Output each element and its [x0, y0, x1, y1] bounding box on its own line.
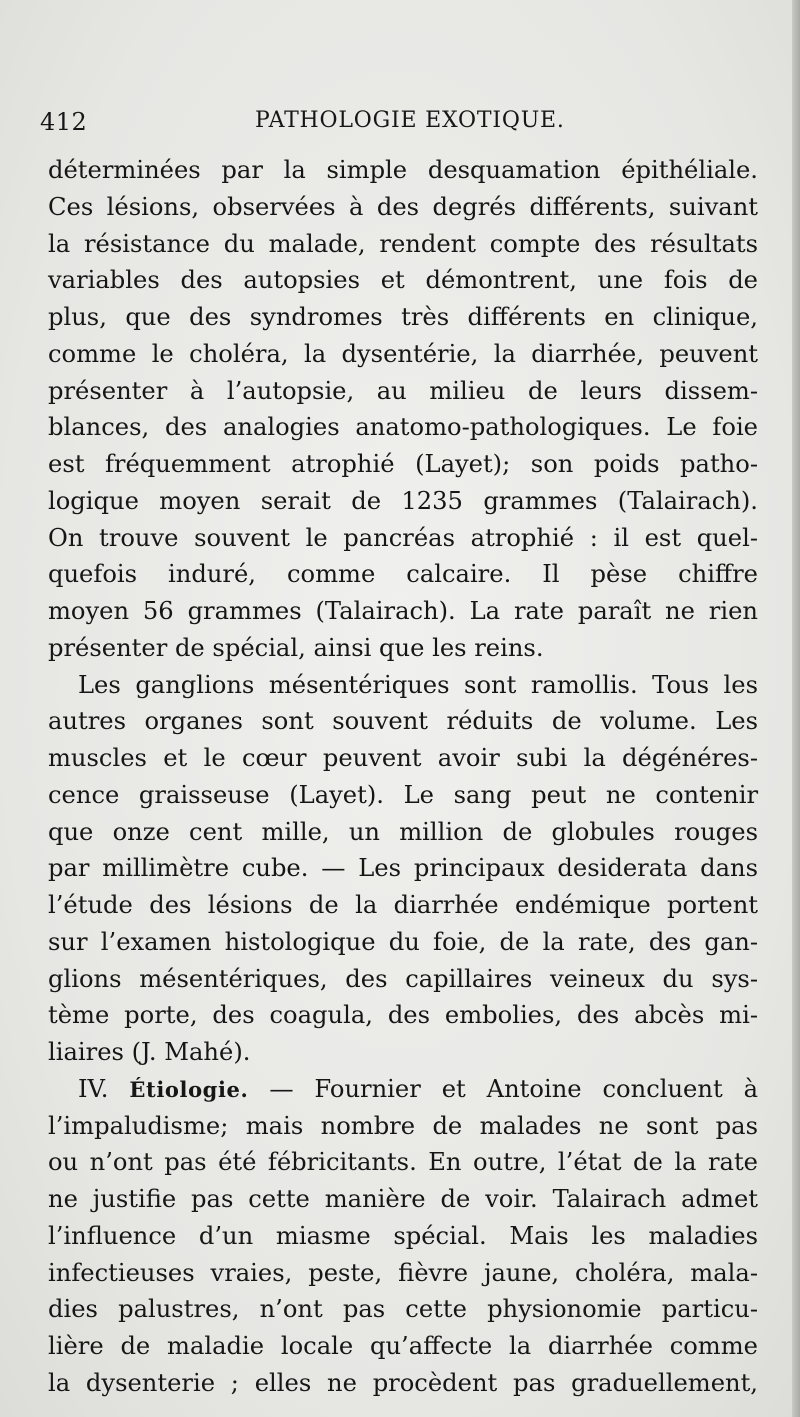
text-line: la résistance du malade, rendent compte des résultats	[48, 229, 758, 258]
text-line: logique moyen serait de 1235 grammes (Talairach).	[48, 486, 758, 515]
text-line: comme le choléra, la dysentérie, la diarrhée, peuvent	[48, 339, 758, 368]
text-line: dies palustres, n’ont pas cette physionomie particu-	[48, 1295, 758, 1324]
text-line: liaires (J. Mahé).	[48, 1038, 251, 1066]
text-line: déterminées par la simple desquamation épithéliale.	[48, 156, 758, 184]
text-line: l’étude des lésions de la diarrhée endémique portent	[48, 891, 758, 919]
page-edge-shadow	[792, 0, 800, 1417]
text-line: ou n’ont pas été fébricitants. En outre, l’état de la rate	[48, 1148, 758, 1177]
text-line: présenter à l’autopsie, au milieu de leurs dissem-	[48, 376, 758, 405]
text-line: présenter de spécial, ainsi que les reins.	[48, 633, 544, 662]
text-line: variables des autopsies et démontrent, une fois de	[48, 266, 758, 295]
section-text: — Fournier et Antoine concluent à	[248, 1074, 758, 1103]
text-line: lière de maladie locale qu’affecte la diarrhée comme	[48, 1332, 758, 1360]
text-line: cence graisseuse (Layet). Le sang peut ne contenir	[48, 780, 758, 809]
text-line: ne justifie pas cette manière de voir. Talairach admet	[48, 1185, 758, 1213]
text-line: tème porte, des coagula, des embolies, des abcès mi-	[48, 1001, 758, 1030]
text-line: est fréquemment atrophié (Layet); son poids patho-	[48, 450, 758, 478]
section-line	[48, 1071, 758, 1108]
text-line: la dysenterie ; elles ne procèdent pas graduellement,	[48, 1368, 758, 1397]
text-line: autres organes sont souvent réduits de volume. Les	[48, 707, 758, 736]
text-line: sur l’examen histologique du foie, de la rate, des gan-	[48, 927, 758, 956]
text-line: Ces lésions, observées à des degrés différents, suivant	[48, 192, 758, 221]
text-line: blances, des analogies anatomo-pathologiques. Le foie	[48, 413, 758, 442]
text-line: que onze cent mille, un million de globules rouges	[48, 817, 758, 846]
text-line: l’impaludisme; mais nombre de malades ne sont pas	[48, 1111, 758, 1140]
page-header	[40, 108, 780, 144]
text-line: glions mésentériques, des capillaires veineux du sys-	[48, 964, 758, 993]
running-title: PATHOLOGIE EXOTIQUE.	[255, 108, 565, 133]
text-line: l’influence d’un miasme spécial. Mais les maladies	[48, 1221, 758, 1250]
text-line: quefois induré, comme calcaire. Il pèse chiffre	[48, 560, 758, 589]
section-heading: Étiologie.	[129, 1076, 249, 1102]
text-line: Les ganglions mésentériques sont ramollis. Tous les	[78, 670, 758, 699]
text-line: muscles et le cœur peuvent avoir subi la dégénéres-	[48, 744, 758, 772]
text-line: par millimètre cube. — Les principaux desiderata dans	[48, 854, 758, 883]
page-number: 412	[40, 108, 88, 136]
body-text	[48, 152, 758, 1402]
text-line: infectieuses vraies, peste, fièvre jaune, choléra, mala-	[48, 1258, 758, 1287]
text-line: moyen 56 grammes (Talairach). La rate paraît ne rien	[48, 597, 758, 625]
section-number: IV.	[78, 1074, 130, 1103]
text-line: plus, que des syndromes très différents en clinique,	[48, 303, 758, 331]
text-line: On trouve souvent le pancréas atrophié : il est quel-	[48, 523, 758, 552]
